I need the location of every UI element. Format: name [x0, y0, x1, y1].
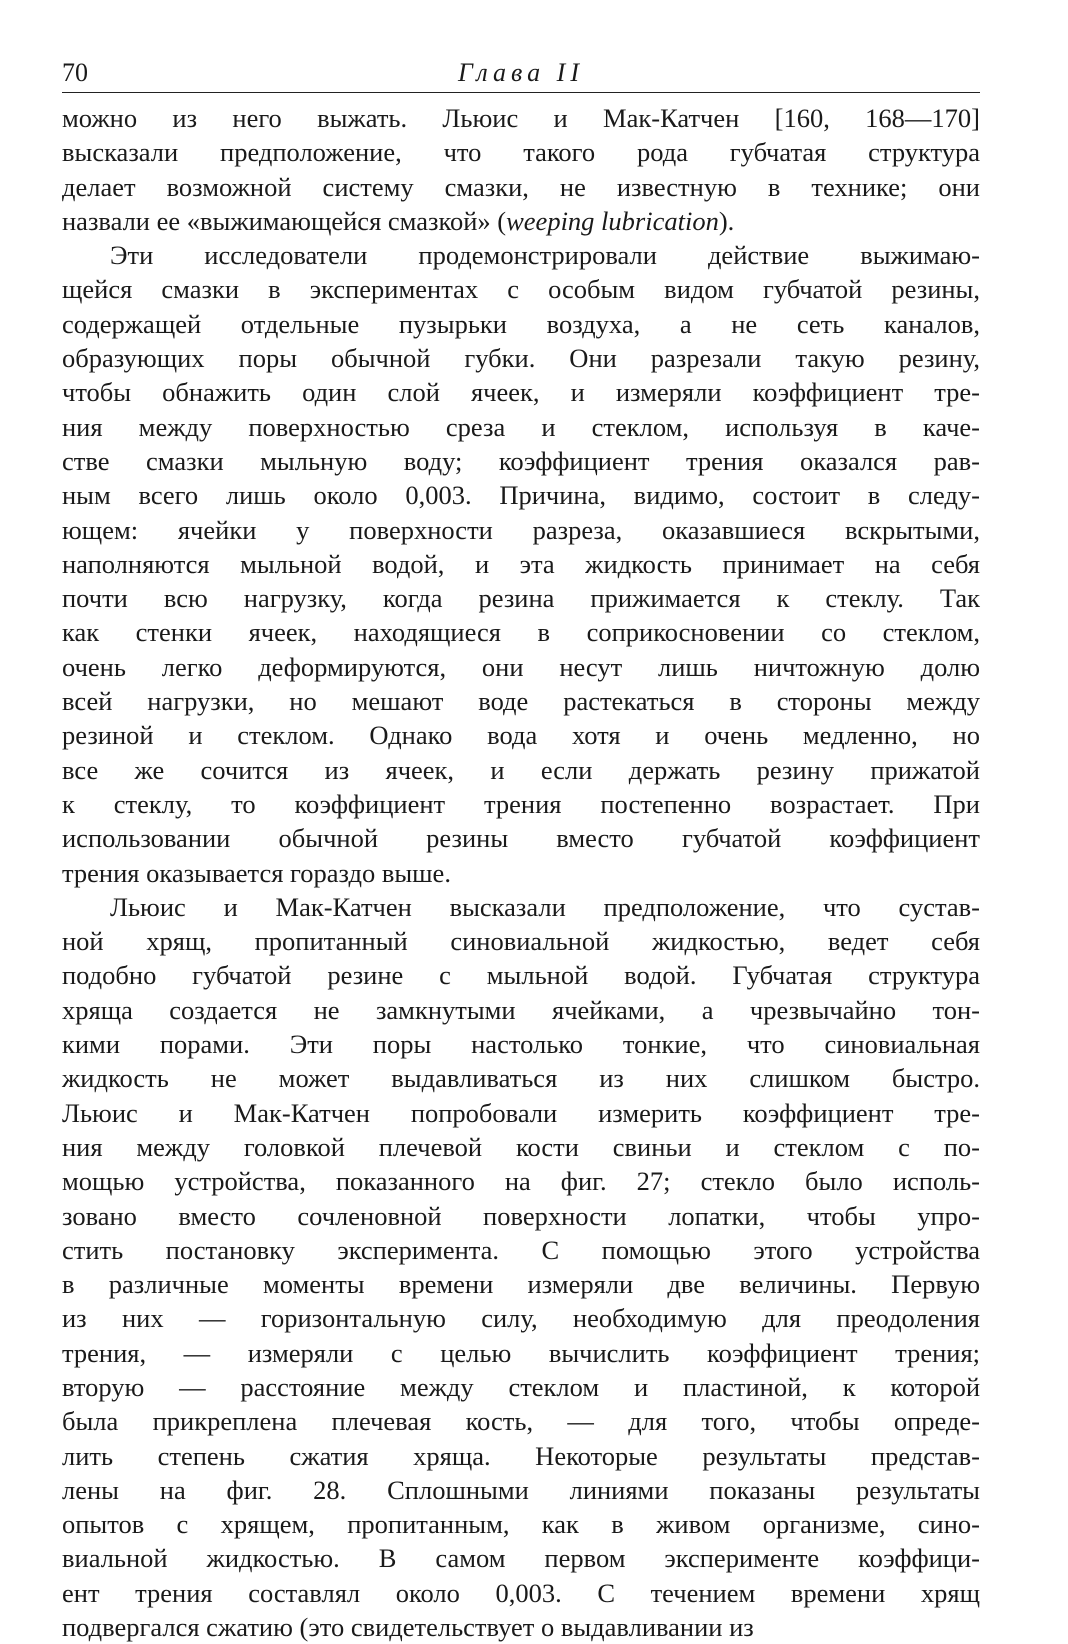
text-line: трения, — измеряли с целью вычислить коэффициент трения; — [62, 1337, 980, 1368]
text-line: хряща создается не замкнутыми ячейками, а чрезвычайно тон- — [62, 994, 980, 1025]
text-line: в различные моменты времени измеряли две величины. Первую — [62, 1269, 980, 1300]
text-line: чтобы обнажить один слой ячеек, и измеряли коэффициент тре- — [62, 377, 980, 408]
text-line: трения оказывается гораздо выше. — [62, 857, 451, 888]
chapter-title: Глава II — [458, 58, 584, 87]
text-line: как стенки ячеек, находящиеся в соприкосновении со стеклом, — [62, 617, 980, 648]
text-line: резиной и стеклом. Однако вода хотя и очень медленно, но — [62, 720, 980, 751]
text-line: щейся смазки в экспериментах с особым видом губчатой резины, — [62, 274, 980, 305]
text-line: подвергался сжатию (это свидетельствует о выдавливании из — [62, 1612, 754, 1643]
text-line: вторую — расстояние между стеклом и пластиной, к которой — [62, 1371, 980, 1402]
text-line: образующих поры обычной губки. Они разрезали такую резину, — [62, 343, 980, 374]
text-line: наполняются мыльной водой, и эта жидкость принимает на себя — [62, 548, 980, 579]
text-line: использовании обычной резины вместо губчатой коэффициент — [62, 823, 980, 854]
text-line: лены на фиг. 28. Сплошными линиями показаны результаты — [62, 1474, 980, 1505]
text-line: ния между головкой плечевой кости свиньи и стеклом с по- — [62, 1131, 980, 1162]
book-page — [62, 52, 980, 1644]
text-line: ной хрящ, пропитанный синовиальной жидкостью, ведет себя — [62, 926, 980, 957]
text-line: ент трения составлял около 0,003. С течением времени хрящ — [62, 1577, 980, 1608]
text-line: кими порами. Эти поры настолько тонкие, что синовиальная — [62, 1029, 980, 1060]
text-line: все же сочится из ячеек, и если держать резину прижатой — [62, 754, 980, 785]
text-line: к стеклу, то коэффициент трения постепенно возрастает. При — [62, 788, 980, 819]
body-text — [62, 101, 980, 1644]
text-line: опытов с хрящем, пропитанным, как в живом организме, сино- — [62, 1509, 980, 1540]
text-line: жидкость не может выдавливаться из них слишком быстро. — [62, 1063, 980, 1094]
text-line: Льюис и Мак-Катчен попробовали измерить коэффициент тре- — [62, 1097, 980, 1128]
text-line: ным всего лишь около 0,003. Причина, видимо, состоит в следу- — [62, 480, 980, 511]
text-line: лить степень сжатия хряща. Некоторые результаты представ- — [62, 1440, 980, 1471]
text-line: стить постановку эксперимента. С помощью этого устройства — [62, 1234, 980, 1265]
text-line: Льюис и Мак-Катчен высказали предположение, что сустав- — [110, 891, 980, 922]
text-line: делает возможной систему смазки, не известную в технике; они — [62, 171, 980, 202]
text-line: мощью устройства, показанного на фиг. 27; стекло было исполь- — [62, 1166, 980, 1197]
text-line: ния между поверхностью среза и стеклом, используя в каче- — [62, 411, 980, 442]
paragraph — [62, 890, 980, 1644]
page-number: 70 — [62, 58, 88, 87]
text-line: ющем: ячейки у поверхности разреза, оказавшиеся вскрытыми, — [62, 514, 980, 545]
text-line: зовано вместо сочленовной поверхности лопатки, чтобы упро- — [62, 1200, 980, 1231]
text-line: Эти исследователи продемонстрировали действие выжимаю- — [110, 240, 980, 271]
text-line: высказали предположение, что такого рода губчатая структура — [62, 137, 980, 168]
italic-term: weeping lubrication — [506, 205, 719, 236]
text-line — [62, 204, 980, 238]
text-line: можно из него выжать. Льюис и Мак-Катчен [160, 168—170] — [62, 103, 980, 133]
text-line: из них — горизонтальную силу, необходимую для преодоления — [62, 1303, 980, 1334]
text-line: подобно губчатой резине с мыльной водой. Губчатая структура — [62, 960, 980, 991]
text-line: стве смазки мыльную воду; коэффициент трения оказался рав- — [62, 445, 980, 476]
paragraph — [62, 101, 980, 238]
text-segment: ). — [718, 205, 735, 236]
text-line: виальной жидкостью. В самом первом эксперименте коэффици- — [62, 1543, 980, 1574]
text-line: очень легко деформируются, они несут лишь ничтожную долю — [62, 651, 980, 682]
paragraph — [62, 238, 980, 890]
text-line: всей нагрузки, но мешают воде растекаться в стороны между — [62, 686, 980, 717]
text-line: содержащей отдельные пузырьки воздуха, а не сеть каналов, — [62, 308, 980, 339]
running-head — [62, 52, 980, 93]
text-line: была прикреплена плечевая кость, — для того, чтобы опреде- — [62, 1406, 980, 1437]
text-line: почти всю нагрузку, когда резина прижимается к стеклу. Так — [62, 583, 980, 614]
text-segment: назвали ее «выжимающейся смазкой» ( — [62, 205, 507, 236]
